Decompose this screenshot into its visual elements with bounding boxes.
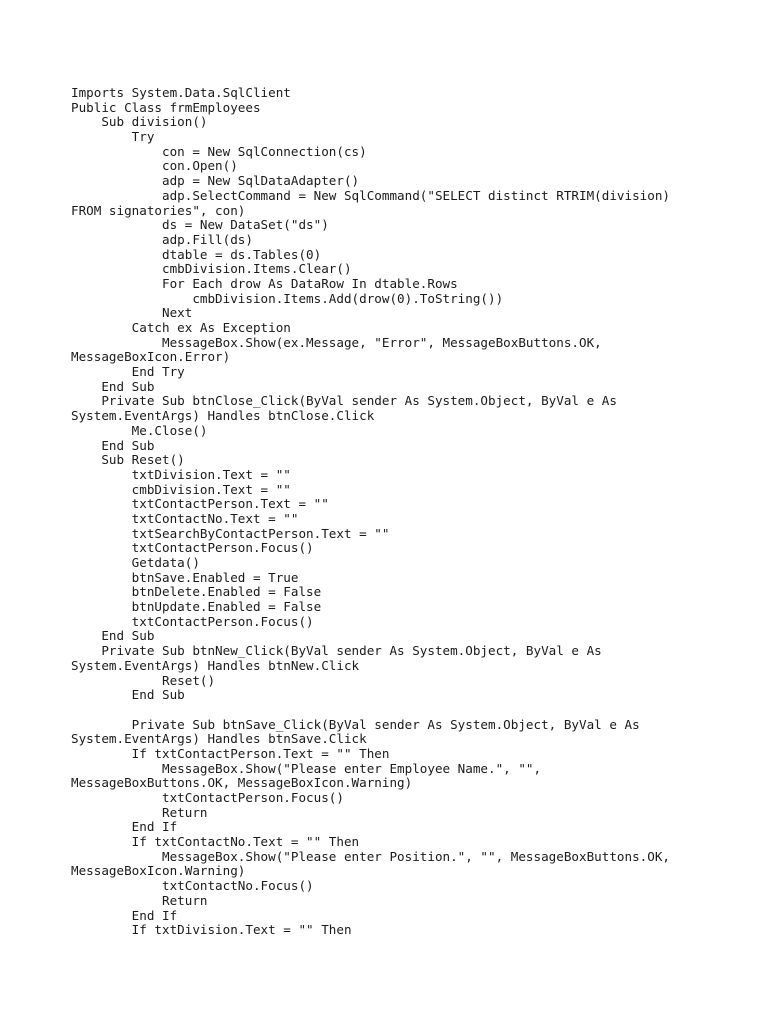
- code-line: txtContactPerson.Focus(): [71, 540, 314, 556]
- code-line: txtContactNo.Text = "": [71, 510, 299, 526]
- code-line: dtable = ds.Tables(0): [71, 246, 322, 262]
- code-line: Reset(): [71, 672, 216, 688]
- code-line: System.EventArgs) Handles btnSave.Click: [71, 731, 367, 747]
- code-line: MessageBoxIcon.Error): [71, 349, 231, 365]
- code-line: btnDelete.Enabled = False: [71, 584, 322, 600]
- code-line: End Try: [71, 364, 185, 380]
- code-line: For Each drow As DataRow In dtable.Rows: [71, 275, 458, 291]
- code-line: System.EventArgs) Handles btnClose.Click: [71, 408, 375, 424]
- code-line: txtDivision.Text = "": [71, 466, 291, 482]
- code-line: adp = New SqlDataAdapter(): [71, 173, 360, 189]
- code-line: Return: [71, 892, 208, 908]
- code-line: con = New SqlConnection(cs): [71, 143, 367, 159]
- code-line: MessageBox.Show("Please enter Position.", "", MessageBoxButtons.OK,: [71, 848, 670, 864]
- code-line: Private Sub btnClose_Click(ByVal sender As System.Object, ByVal e As: [71, 393, 617, 409]
- code-line: txtSearchByContactPerson.Text = "": [71, 525, 390, 541]
- code-line: Private Sub btnSave_Click(ByVal sender As System.Object, ByVal e As: [71, 716, 640, 732]
- code-line: Try: [71, 129, 155, 145]
- code-line: End Sub: [71, 437, 155, 453]
- code-listing: [71, 86, 751, 938]
- code-line: FROM signatories", con): [71, 202, 246, 218]
- code-line: Public Class frmEmployees: [71, 99, 261, 115]
- code-line: Catch ex As Exception: [71, 320, 291, 335]
- code-line: adp.SelectCommand = New SqlCommand("SELECT distinct RTRIM(division): [71, 187, 670, 203]
- code-line: txtContactPerson.Focus(): [71, 790, 344, 805]
- code-line: Imports System.Data.SqlClient: [71, 85, 291, 100]
- code-line: End Sub: [71, 378, 155, 394]
- code-line: Return: [71, 804, 208, 820]
- code-line: txtContactNo.Focus(): [71, 878, 314, 894]
- code-line: cmbDivision.Items.Add(drow(0).ToString()): [71, 290, 504, 306]
- code-line: btnUpdate.Enabled = False: [71, 599, 322, 615]
- code-line: con.Open(): [71, 158, 238, 174]
- code-line: MessageBoxIcon.Warning): [71, 863, 246, 879]
- code-line: Me.Close(): [71, 422, 208, 438]
- code-line: [71, 703, 751, 718]
- code-line: If txtContactNo.Text = "" Then: [71, 834, 360, 850]
- code-line: End If: [71, 907, 178, 923]
- code-line: If txtContactPerson.Text = "" Then: [71, 745, 390, 761]
- code-line: End If: [71, 819, 178, 835]
- code-line: End Sub: [71, 687, 185, 703]
- code-line: btnSave.Enabled = True: [71, 569, 299, 585]
- code-line: txtContactPerson.Focus(): [71, 613, 314, 629]
- code-line: cmbDivision.Text = "": [71, 481, 291, 497]
- code-line: Getdata(): [71, 555, 200, 570]
- code-line: ds = New DataSet("ds"): [71, 217, 329, 233]
- code-line: Next: [71, 305, 193, 321]
- code-line: MessageBox.Show(ex.Message, "Error", MessageBoxButtons.OK,: [71, 334, 602, 350]
- code-line: cmbDivision.Items.Clear(): [71, 261, 352, 277]
- code-line: End Sub: [71, 628, 155, 644]
- code-line: MessageBoxButtons.OK, MessageBoxIcon.Warning): [71, 775, 413, 791]
- code-line: Sub division(): [71, 114, 208, 130]
- code-line: If txtDivision.Text = "" Then: [71, 922, 352, 938]
- code-line: System.EventArgs) Handles btnNew.Click: [71, 657, 360, 673]
- code-line: txtContactPerson.Text = "": [71, 496, 329, 512]
- code-line: adp.Fill(ds): [71, 231, 253, 247]
- code-line: Private Sub btnNew_Click(ByVal sender As System.Object, ByVal e As: [71, 643, 602, 659]
- code-line: Sub Reset(): [71, 452, 185, 468]
- code-line: MessageBox.Show("Please enter Employee Name.", "",: [71, 760, 542, 776]
